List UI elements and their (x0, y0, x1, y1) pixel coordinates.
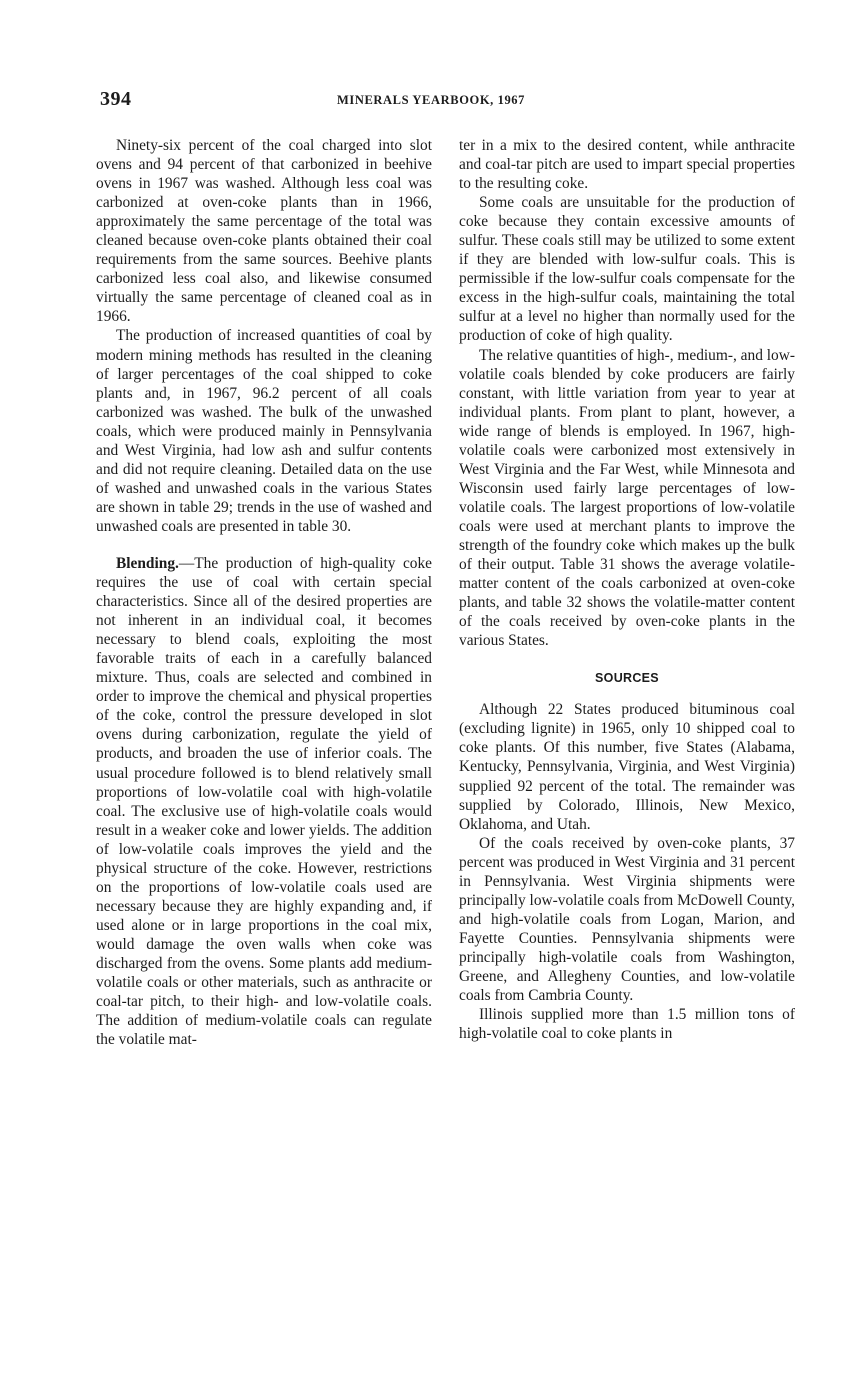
right-column (459, 136, 795, 1043)
running-title: MINERALS YEARBOOK, 1967 (337, 93, 526, 107)
paragraph-sources-states: Although 22 States produced bituminous coal (excluding lignite) in 1965, only 10 shipped coal to coke plants. Of this number, five States (Alabama, Kentucky, Pennsylvania, Virginia, and West Virginia) supplied 92 percent of the total. The remainder was supplied by Colorado, Illinois, New Mexico, Oklahoma, and Utah. (459, 701, 795, 833)
paragraph-sources-illinois: Illinois supplied more than 1.5 million tons of high-volatile coal to coke plants in (459, 1006, 795, 1043)
paragraph-blending (96, 554, 432, 1049)
paragraph-relative-quantities: The relative quantities of high-, medium-, and low-volatile coals blended by coke producers are fairly constant, with little variation from year to year at individual plants. From plant to plant, however, a wide range of blends is employed. In 1967, high-volatile coals were carbonized most extensively in West Virginia and the Far West, while Minnesota and Wisconsin used fairly large percentages of low-volatile coals. The largest proportions of low-volatile coals were used at merchant plants to improve the strength of the foundry coke which makes up the bulk of their output. Table 31 shows the average volatile-matter content of the coals carbonized at oven-coke plants, and table 32 shows the volatile-matter content of the coals received by oven-coke plants in the various States. (459, 346, 795, 650)
paragraph-washed-coal: Ninety-six percent of the coal charged into slot ovens and 94 percent of that carbonized in beehive ovens in 1967 was washed. Although less coal was carbonized at oven-coke plants than in 1966, approximately the same percentage of the total was cleaned because oven-coke plants obtained their coal requirements from the same sources. Beehive plants carbonized less coal also, and likewise consumed virtually the same percentage of cleaned coal as in 1966. (96, 137, 432, 326)
blending-heading: Blending. (116, 554, 179, 572)
blending-text: —The production of high-quality coke requires the use of coal with certain special characteristics. Since all of the desired properties are not inherent in an individual coal, it becomes necessary to blend coals, exploiting the most favorable traits of each in a carefully balanced mixture. Thus, coals are selected and combined in order to improve the chemical and physical properties of the coke, control the pressure developed in slot ovens during carbonization, regulate the yield of products, and broaden the use of inferior coals. The usual procedure followed is to blend relatively small proportions of low-volatile coal with high-volatile coal. The exclusive use of high-volatile coals would result in a weaker coke and lower yields. The addition of low-volatile coals improves the yield and the physical structure of the coke. However, restrictions on the proportions of low-volatile coals used are necessary because they are highly expanding and, if used alone or in large proportions in the coal mix, would damage the oven walls when coke was discharged from the ovens. Some plants add medium-volatile coals or other materials, such as anthracite or coal-tar pitch, to their high- and low-volatile coals. The addition of medium-volatile coals can regulate the volatile mat- (96, 554, 432, 1049)
left-column (96, 136, 432, 1049)
page-number: 394 (100, 88, 132, 110)
sources-heading: SOURCES (595, 671, 659, 686)
paragraph-cleaning: The production of increased quantities of coal by modern mining methods has resulted in the cleaning of larger percentages of the coal shipped to coke plants and, in 1967, 96.2 percent of all coals carbonized was washed. The bulk of the unwashed coals, which were produced mainly in Pennsylvania and West Virginia, had low ash and sulfur contents and did not require cleaning. Detailed data on the use of washed and unwashed coals in the various States are shown in table 29; trends in the use of washed and unwashed coals are presented in table 30. (96, 327, 432, 535)
paragraph-sulfur: Some coals are unsuitable for the production of coke because they contain excessive amounts of sulfur. These coals still may be utilized to some extent if they are blended with low-sulfur coals. This is permissible if the low-sulfur coals compensate for the excess in the high-sulfur coals, maintaining the total sulfur at a level no higher than normally used for the production of coke of high quality. (459, 194, 795, 345)
paragraph-sources-oven-coke: Of the coals received by oven-coke plants, 37 percent was produced in West Virginia and 31 percent in Pennsylvania. West Virginia shipments were principally low-volatile coals from McDowell County, and high-volatile coals from Logan, Marion, and Fayette Counties. Pennsylvania shipments were principally high-volatile coals from Washington, Greene, and Allegheny Counties, and low-volatile coals from Cambria County. (459, 834, 795, 1005)
paragraph-continuation: ter in a mix to the desired content, while anthracite and coal-tar pitch are used to impart special properties to the resulting coke. (459, 137, 795, 193)
